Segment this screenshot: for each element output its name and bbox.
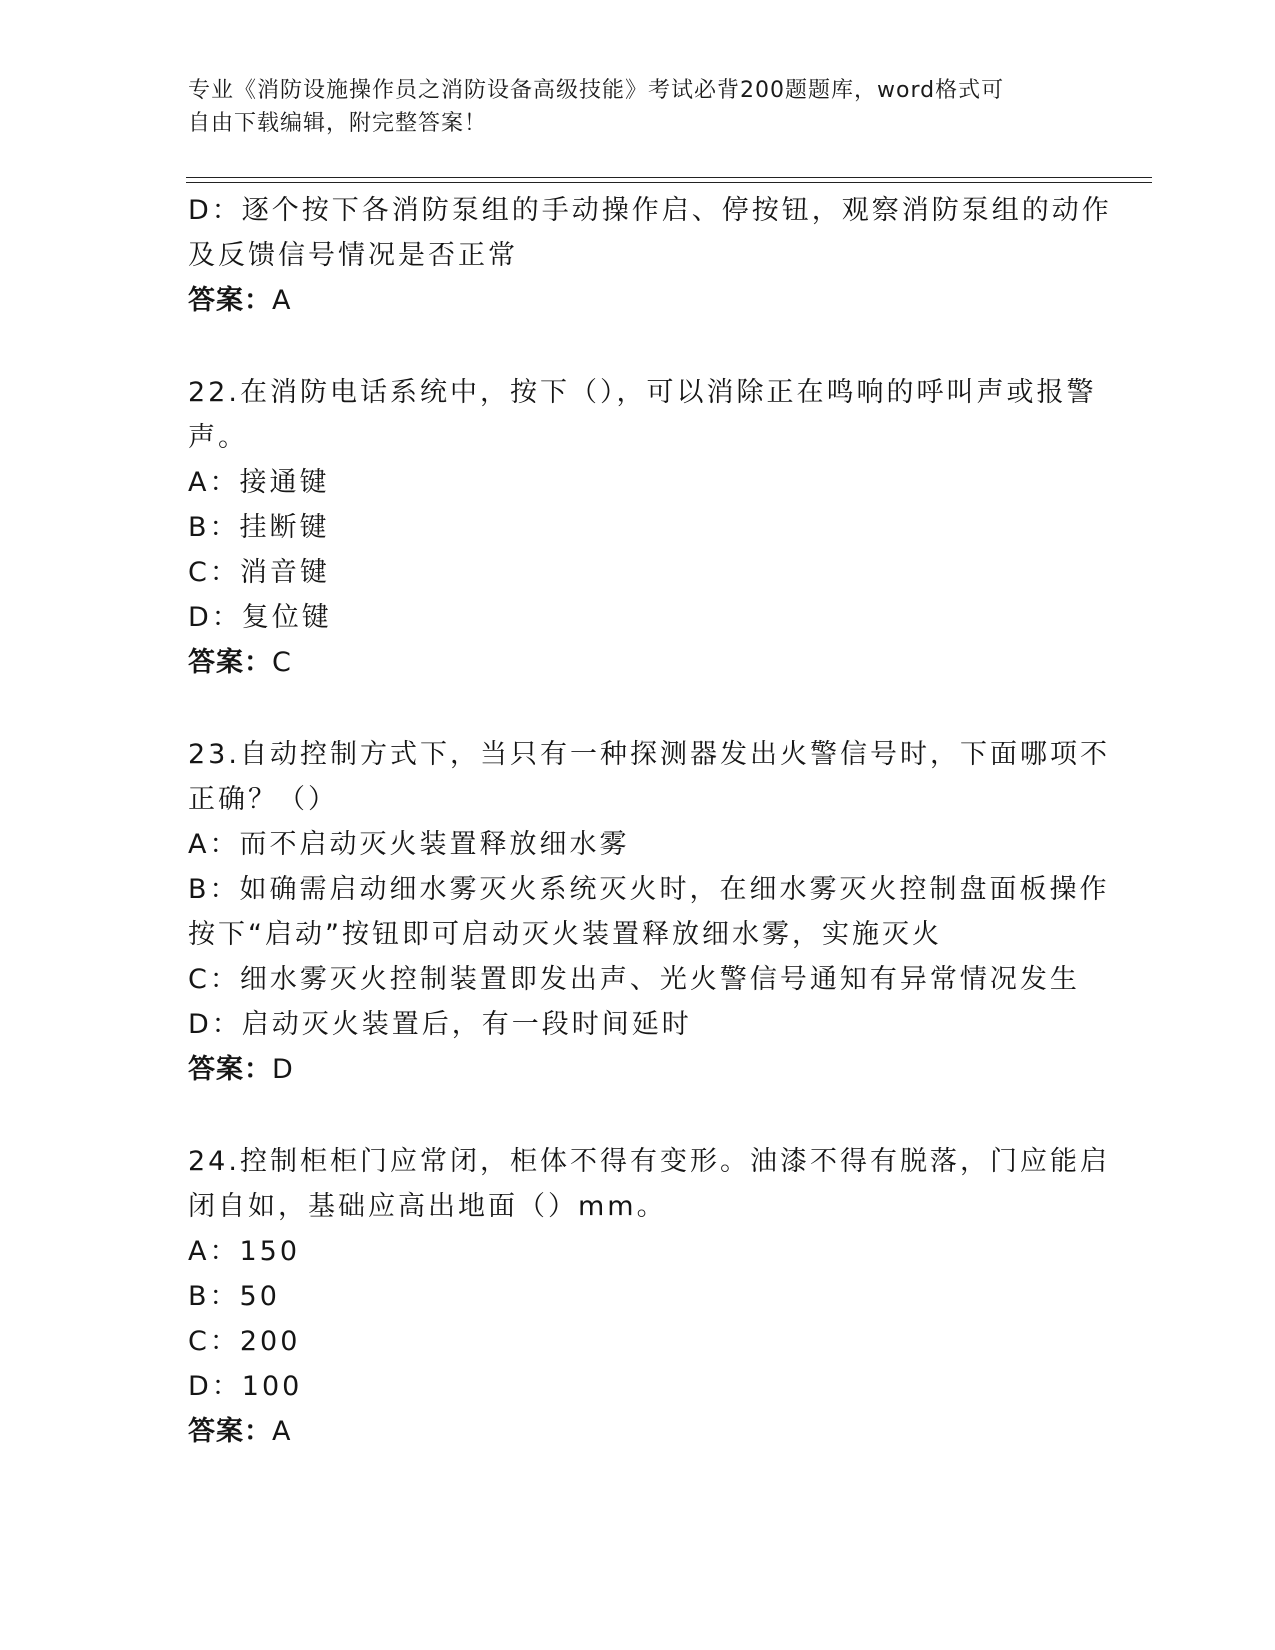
option-b: B：挂断键 xyxy=(188,512,330,543)
answer-label: 答案： xyxy=(188,647,272,678)
option-d-line-1: D：逐个按下各消防泵组的手动操作启、停按钮，观察消防泵组的动作 xyxy=(188,195,1112,226)
option-b-line-2: 按下“启动”按钮即可启动灭火装置释放细水雾，实施灭火 xyxy=(188,919,942,950)
option-c: C：消音键 xyxy=(188,557,330,588)
question-stem-line-2: 正确？（） xyxy=(188,784,338,815)
answer-line xyxy=(188,640,1078,685)
previous-question-tail xyxy=(188,188,1112,323)
option-d: D：100 xyxy=(188,1371,303,1402)
answer-value: A xyxy=(272,1416,292,1447)
header-line-2: 自由下载编辑，附完整答案！ xyxy=(188,111,488,136)
answer-value: C xyxy=(272,647,292,678)
answer-line xyxy=(188,278,1078,323)
question-stem-line-1: 23.自动控制方式下，当只有一种探测器发出火警信号时，下面哪项不 xyxy=(188,739,1110,770)
question-23 xyxy=(188,732,1110,1092)
option-a: A：接通键 xyxy=(188,467,330,498)
answer-value: A xyxy=(272,285,292,316)
document-header xyxy=(188,74,1088,140)
option-d: D：复位键 xyxy=(188,602,332,633)
header-divider-top xyxy=(186,177,1152,178)
header-divider-bottom xyxy=(186,182,1152,183)
question-24 xyxy=(188,1139,1110,1454)
answer-line xyxy=(188,1409,1078,1454)
option-d: D：启动灭火装置后，有一段时间延时 xyxy=(188,1009,692,1040)
option-a: A：而不启动灭火装置释放细水雾 xyxy=(188,829,630,860)
answer-value: D xyxy=(272,1054,294,1085)
answer-label: 答案： xyxy=(188,1054,272,1085)
question-stem-line-2: 闭自如，基础应高出地面（）mm。 xyxy=(188,1191,667,1222)
header-line-1: 专业《消防设施操作员之消防设备高级技能》考试必背200题题库，word格式可 xyxy=(188,78,1005,103)
question-stem-line-1: 22.在消防电话系统中，按下（），可以消除正在鸣响的呼叫声或报警 xyxy=(188,377,1097,408)
option-b: B：50 xyxy=(188,1281,280,1312)
question-stem-line-1: 24.控制柜柜门应常闭，柜体不得有变形。油漆不得有脱落，门应能启 xyxy=(188,1146,1110,1177)
option-c: C：200 xyxy=(188,1326,301,1357)
question-stem-line-2: 声。 xyxy=(188,422,248,453)
option-b-line-1: B：如确需启动细水雾灭火系统灭火时，在细水雾灭火控制盘面板操作 xyxy=(188,874,1110,905)
option-c: C：细水雾灭火控制装置即发出声、光火警信号通知有异常情况发生 xyxy=(188,964,1080,995)
question-22 xyxy=(188,370,1097,685)
option-a: A：150 xyxy=(188,1236,301,1267)
answer-line xyxy=(188,1047,1078,1092)
answer-label: 答案： xyxy=(188,1416,272,1447)
question-content xyxy=(188,188,1112,1454)
option-d-line-2: 及反馈信号情况是否正常 xyxy=(188,240,518,271)
answer-label: 答案： xyxy=(188,285,272,316)
